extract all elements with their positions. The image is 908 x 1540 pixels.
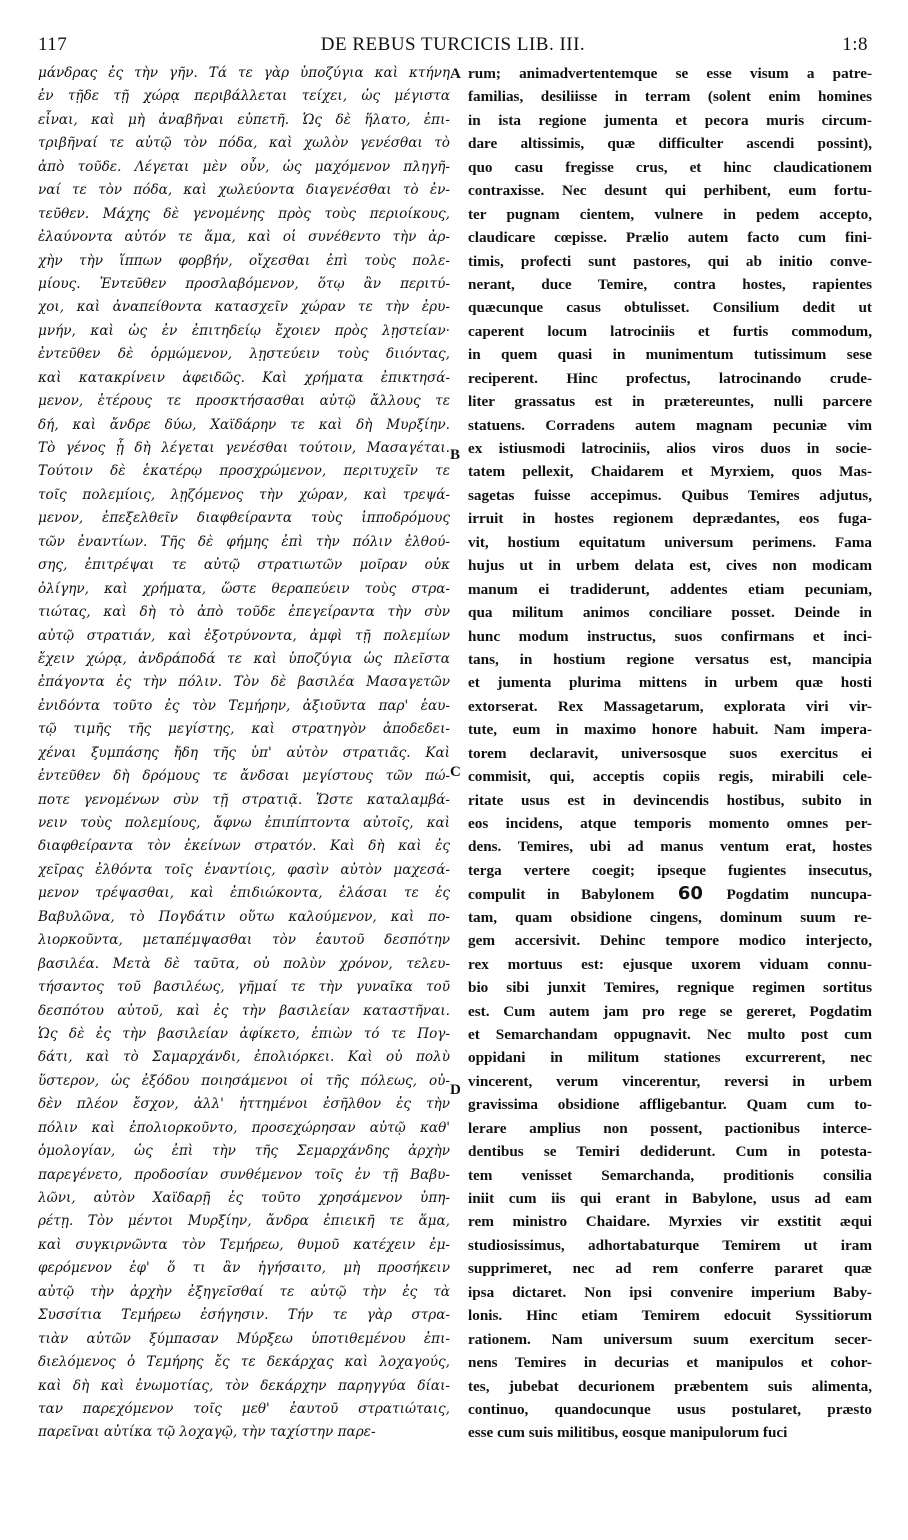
text-line: ἐνιδόντα τοῦτο ἐς τὸν Τεμήρην, ἀξιοῦντα παρ' ἑαυ-	[38, 697, 450, 714]
text-line: in quem quasi in munimentum tutissimum sese	[468, 346, 872, 364]
text-line: δεσπότου αὐτοῦ, καὶ ἐς τὴν βασιλείαν καταστῆναι.	[38, 1002, 450, 1019]
text-line: εἶναι, καὶ μὴ ἀναβῆναι εὐπετῆ. Ὡς δὲ ἥλατο, ἐπι-	[38, 111, 450, 128]
text-line: Βαβυλῶνα, τὸ Πογδάτιν οὕτω καλούμενον, καὶ πο-	[38, 908, 450, 925]
text-line: ter pugnam cientem, vulnere in pedem accepto,	[468, 205, 872, 223]
text-line-with-stamp	[468, 882, 872, 905]
text-line: λῶνι, αὐτὸν Χαϊδαρῇ ἐς τοῦτο χρησάμενον ὑπη-	[38, 1190, 450, 1206]
text-line: gem accersivit. Dehinc tempore modico interjecto,	[468, 932, 872, 950]
text-line: παρεῖναι αὐτίκα τῷ λοχαγῷ, τὴν ταχίστην παρε-	[38, 1424, 376, 1441]
text-line: tatem pellexit, Chaidarem et Myrxiem, quos Mas-	[468, 463, 872, 481]
text-line: tem venisset Semarchanda, proditionis consilia	[468, 1166, 872, 1184]
text-line: ipsa dictaret. Non ipsi convenire imperium Baby-	[468, 1283, 872, 1301]
text-line: μνήν, καὶ ὡς ἐν ἐπιτηδείῳ ἔχοιεν πρὸς λῃστείαν·	[38, 322, 450, 339]
text-line: παρεγένετο, προδοσίαν συνθέμενον τοῖς ἐν τῇ Βαβυ-	[38, 1166, 450, 1183]
text-line: ρέτῃ. Τὸν μέντοι Μυρξίην, ἄνδρα ἐπιεικῆ τε ἅμα,	[38, 1213, 450, 1230]
text-line: ἐπάγοντα ἐς τὴν πόλιν. Τὸν δὲ βασιλέα Μασαγετῶν	[38, 674, 450, 691]
text-line: λιορκοῦντα, μεταπέμψασθαι τὸν ἑαυτοῦ δεσπότην	[38, 932, 450, 949]
section-marker-c: C	[450, 764, 461, 780]
text-line: familias, desiliisse in terram (solent enim homines	[468, 88, 872, 106]
text-line: καὶ συγκιρνῶντα τὸν Τεμήρεω, θυμοῦ κατέχειν ἐμ-	[38, 1236, 450, 1253]
text-line: manum ei tradiderunt, addentes etiam pecuniam,	[468, 580, 872, 598]
text-line: terga vertere coegit; ipseque fugientes insecutus,	[468, 861, 872, 879]
text-line: irruit in hostes regionem deprædantes, eos fuga-	[468, 510, 872, 528]
text-line: et jumenta plurima mittens in urbem quæ hosti	[468, 674, 872, 692]
text-line: ἀπὸ τοῦδε. Λέγεται μὲν οὖν, ὡς μαχόμενον πληγῆ-	[38, 158, 450, 175]
text-line: hujus ut in urbem delata est, cives non modicam	[468, 557, 872, 575]
text-line: διελόμενος ὁ Τεμήρης ἔς τε δεκάρχας καὶ λοχαγούς,	[38, 1354, 450, 1371]
page-number-left: 117	[38, 34, 68, 55]
text-line: καὶ κατακρίνειν ἀφειδῶς. Καὶ χρήματα ἐπικτησά-	[38, 369, 450, 386]
text-line: statuens. Corradens autem magnam pecuniæ vim	[468, 416, 872, 434]
text-line: τριβῆναί τε αὐτῷ τὸν πόδα, καὶ χωλὸν γενέσθαι τὸ	[38, 135, 450, 152]
text-line: oppidani in militum stationes excurrerent, nec	[468, 1049, 872, 1067]
running-title: DE REBUS TURCICIS LIB. III.	[320, 34, 586, 55]
text-line: τῶν ἐναντίων. Τῆς δὲ φήμης ἐπὶ τὴν πόλιν ἐλθού-	[38, 533, 450, 550]
text-fragment: Pogdatim nuncupa-	[704, 886, 872, 904]
text-line: rex mortuus est: ejusque uxorem viduam connu-	[468, 955, 872, 973]
text-line: caperent locum latrociniis et furtis commodum,	[468, 322, 872, 340]
text-line: τιὰν αὐτῶν ξύμπασαν Μύρξεω ὑποτιθεμένου ἐπι-	[38, 1330, 450, 1347]
text-line: χὴν τὴν ἵππων φορβήν, οἴχεσθαι ἐπὶ τοὺς πολε-	[38, 252, 450, 269]
text-line: ταν παρεχόμενον τοῖς μεθ' ἑαυτοῦ στρατιώταις,	[38, 1400, 450, 1417]
text-line: lonis. Hinc etiam Temirem edocuit Syssitiorum	[468, 1307, 872, 1325]
running-header	[38, 34, 868, 60]
text-line: τιώτας, καὶ δὴ τὸ ἀπὸ τοῦδε ἐπεγείραντα τὴν σὺν	[38, 604, 450, 621]
text-line: ἐλαύνοντα αὐτόν τε ἅμα, καὶ οἱ συνέθεντο τὴν ἀρ-	[38, 229, 450, 246]
text-line: tes, jubebat decurionem præbentem suis alimenta,	[468, 1377, 872, 1395]
text-line: et Semarchandam oppugnavit. Nec multo post cum	[468, 1025, 872, 1043]
text-line: χοι, καὶ ἀναπείθοντα κατασχεῖν χώραν τε τὴν ἐρυ-	[38, 299, 450, 316]
text-line: μίους. Ἐντεῦθεν προσλαβόμενον, ὅτῳ ἂν περιτύ-	[38, 275, 450, 292]
text-line: τῷ τιμῆς τῆς μεγίστης, καὶ στρατηγὸν ἀποδεδει-	[38, 721, 450, 738]
text-line: contraxisse. Nec desunt qui perhibent, eum fortu-	[468, 182, 872, 200]
text-line: timis, profecti sunt pastores, qui ab initio conve-	[468, 252, 872, 270]
text-line: καὶ δὴ καὶ ἐνωμοτίας, τὸν δεκάρχην παρηγγύα δίαι-	[38, 1377, 450, 1394]
text-line: διαφθείραντα τὸν ἐκείνων στρατόν. Καὶ δὴ καὶ ἐς	[38, 838, 450, 855]
text-line: est. Cum autem jam pro rege se gereret, Pogdatim	[468, 1002, 872, 1020]
text-line: supprimeret, nec ad rem conferre pararet quæ	[468, 1260, 872, 1278]
text-line: ποτε γενομένων σὺν τῇ στρατιᾷ. Ὥστε καταλαμβά-	[38, 791, 450, 808]
text-line: dens. Temires, ubi ad manus ventum erat, hostes	[468, 838, 872, 856]
text-line: νειν τοὺς πολεμίους, ἄφνω ἐπιπίπτοντα αὐτοῖς, καὶ	[38, 815, 450, 831]
text-line: ἐντεῦθεν δὴ δρόμους τε ἄνδσαι μεγίστους τῶν πώ-	[38, 768, 450, 785]
text-line: ἐντεῦθεν δὲ ὁρμώμενον, λῃστεύειν τοὺς διιόντας,	[38, 346, 450, 363]
text-line: πόλιν καὶ ἐπολιορκοῦντο, προσεχώρησαν αὐτῷ καθ'	[38, 1119, 450, 1136]
text-line: torem declaravit, universosque suos exercitus ei	[468, 744, 872, 762]
text-line: reciperent. Hinc profectus, latrocinando crude-	[468, 369, 872, 387]
text-line: quæcunque casus obtulisset. Consilium dedit ut	[468, 299, 872, 317]
section-marker-d: D	[450, 1082, 461, 1098]
text-line: σης, ἐπιτρέψαι τε αὐτῷ στρατιωτῶν μοῖραν οὐκ	[38, 557, 450, 574]
text-line: φερόμενον ἐφ' ὅ τι ἂν ἡγήσαιτο, μὴ προσήκειν	[38, 1260, 450, 1277]
text-line: τήσαντος τοῦ βασιλέως, γῆμαί τε τὴν γυναῖκα τοῦ	[38, 979, 450, 996]
text-line: ὕστερον, ὡς ἐξόδου ποιησάμενοι οἱ τῆς πόλεως, οὐ-	[38, 1072, 450, 1089]
text-line: extorserat. Rex Massagetarum, explorata viri vir-	[468, 697, 872, 715]
text-line: χεῖρας ἐλθόντα τοῖς ἐναντίοις, φασὶν αὐτὸν μαχεσά-	[38, 861, 450, 878]
text-line: rem ministro Chaidare. Myrxies vir exstitit æqui	[468, 1213, 872, 1231]
text-line: Τὸ γένος ᾗ δὴ λέγεται γενέσθαι τούτοιν, Μασαγέται.	[38, 440, 450, 456]
text-line: αὐτῷ στρατιάν, καὶ ἐξοτρύνοντα, ἀμφὶ τῇ πολεμίων	[38, 627, 450, 644]
section-marker-b: B	[450, 447, 461, 463]
text-line: δὲν πλέον ἔσχον, ἀλλ' ἡττημένοι ἐσῆλθον ἐς τὴν	[38, 1096, 450, 1113]
text-line: τοῖς πολεμίοις, λῃζόμενος τὴν χώραν, καὶ τρεψά-	[38, 486, 450, 503]
text-line: rationem. Nam universum suum exercitum secer-	[468, 1330, 872, 1348]
text-line: αὐτῷ τὴν ἀρχὴν ἐξηγεῖσθαί τε αὐτῷ τὴν ἐς τὰ	[38, 1283, 450, 1300]
text-line: nerant, duce Temire, contra hostes, rapientes	[468, 275, 872, 293]
text-line: tans, in hostium regione versatus est, mancipia	[468, 650, 872, 668]
text-line: vit, hostium equitatum universum perimens. Fama	[468, 533, 872, 551]
latin-text-column	[468, 62, 872, 1445]
text-line: ex istiusmodi latrociniis, alios viros duos in socie-	[468, 440, 872, 457]
text-line: ἐν τῇδε τῇ χώρᾳ περιβάλλεται τείχει, ὡς μέγιστα	[38, 88, 450, 105]
text-line: dentibus se Temiri dediderunt. Cum in potesta-	[468, 1143, 872, 1161]
text-line: μενον, ἑτέρους τε προσκτήσασθαι αὐτῷ ἄλλους τε	[38, 393, 450, 410]
text-line: μάνδρας ἐς τὴν γῆν. Τά τε γὰρ ὑποζύγια καὶ κτήνη	[38, 65, 450, 81]
text-line: commisit, qui, acceptis copiis regis, mirabili cele-	[468, 768, 872, 786]
text-line: dare altissimis, quæ difficulter ascendi possint),	[468, 135, 872, 153]
text-line: δή, καὶ ἄνδρε δύω, Χαϊδάρην τε καὶ δὴ Μυρξίην.	[38, 416, 450, 433]
text-line: ὁμολογίαν, ὡς ἐπὶ τὴν τῆς Σεμαρχάνδης ἀρχὴν	[38, 1143, 450, 1160]
text-line: nens Temires in decurias et manipulos et cohor-	[468, 1354, 872, 1372]
text-line: τεῦθεν. Μάχης δὲ γενομένης πρὸς τοὺς περιοίκους,	[38, 205, 450, 222]
text-line: βασιλέα. Μετὰ δὲ ταῦτα, οὐ πολὺν χρόνον, τελευ-	[38, 955, 450, 972]
text-line: ὀλίγην, καὶ χρήματα, ὥστε θεραπεύειν τοὺς στρα-	[38, 580, 450, 597]
text-line: hunc modum instructus, suos confirmans et inci-	[468, 627, 872, 645]
text-line: quo casu fregisse crus, et hinc claudicationem	[468, 158, 872, 176]
text-line: vincerent, verum vincerentur, reversi in urbem	[468, 1072, 872, 1090]
page-number-right: 1:8	[842, 34, 868, 55]
text-line: eos incidens, atque temporis momento omnes per-	[468, 815, 872, 832]
text-line: bio sibi junxit Temires, regnique regimen sortitus	[468, 979, 872, 997]
text-line: tute, eum in maximo honore habuit. Nam impera-	[468, 721, 872, 739]
text-line: ritate usus est in devincendis hostibus, subito in	[468, 791, 872, 809]
library-stamp-number: 60	[677, 883, 703, 905]
text-line: gravissima obsidione affligebantur. Quam cum to-	[468, 1096, 872, 1114]
text-fragment: compulit in Babylonem	[468, 886, 676, 904]
text-line: rum; animadvertentemque se esse visum a patre-	[468, 65, 872, 82]
text-line: studiosissimus, adhortabaturque Temirem ut iram	[468, 1236, 872, 1254]
text-line: ναί τε τὸν πόδα, καὶ χωλεύοντα διαγενέσθαι τὸ ἐν-	[38, 182, 450, 199]
text-line: χέναι ξυμπάσης ἤδη τῆς ὑπ' αὐτὸν στρατιᾶς. Καὶ	[38, 744, 450, 761]
text-line: δάτι, καὶ τὸ Σαμαρχάνδι, ἐπολιόρκει. Καὶ οὐ πολὺ	[38, 1049, 450, 1066]
text-line: continuo, quandocunque usus postularet, præsto	[468, 1400, 872, 1418]
text-line: sagetas fuisse accepimus. Quibus Temires adjutus,	[468, 486, 872, 504]
text-line: lerare amplius non possent, pactionibus interce-	[468, 1119, 872, 1137]
text-line: liter grassatus est in prætereuntes, nulli parcere	[468, 393, 872, 411]
text-line: tam, quam obsidione cingens, dominum suum re-	[468, 908, 872, 926]
text-line: in ista regione jumenta et pecora muris circum-	[468, 111, 872, 129]
text-line: μενον τρέψασθαι, καὶ ἐπιδιώκοντα, ἐλάσαι τε ἐς	[38, 885, 450, 902]
text-line: qua militum animos conciliare posset. Deinde in	[468, 604, 872, 622]
text-line: iniit cum iis qui erant in Babylone, usus ad eam	[468, 1190, 872, 1207]
text-line: esse cum suis militibus, eosque manipulorum fuci	[468, 1424, 788, 1442]
section-marker-a: A	[450, 66, 461, 82]
text-line: Ὡς δὲ ἐς τὴν βασιλείαν ἀφίκετο, ἐπιὼν τό τε Πογ-	[38, 1025, 450, 1042]
text-line: claudicare cœpisse. Prælio autem facto cum fini-	[468, 229, 872, 247]
greek-text-column	[38, 62, 450, 1445]
text-line: μενον, ἐπεξελθεῖν διαφθείραντα τοὺς ἱπποδρόμους	[38, 510, 450, 527]
text-line: ἔχειν χώρᾳ, ἀνδράποδά τε καὶ ὑποζύγια ὡς πλεῖστα	[38, 650, 450, 667]
text-line: Τούτοιν δὲ ἑκατέρῳ προσχρώμενον, περιτυχεῖν τε	[38, 463, 450, 480]
text-line: Συσσίτια Τεμήρεω ἐσήγησιν. Τήν τε γὰρ στρα-	[38, 1307, 450, 1324]
